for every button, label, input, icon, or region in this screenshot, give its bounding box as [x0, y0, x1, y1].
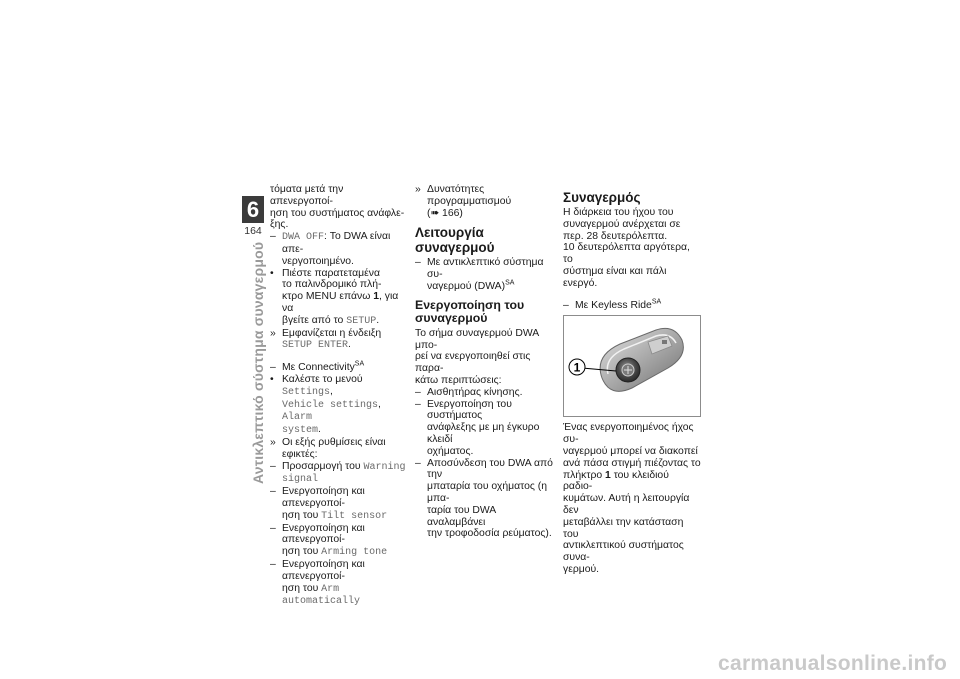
code-vehicle-settings: Vehicle settings	[282, 399, 379, 411]
text: Πιέστε παρατεταμένα	[282, 267, 380, 279]
sa-superscript: SA	[651, 298, 662, 306]
page-number: 164	[244, 225, 262, 237]
text: νεργοποιημένο.	[282, 255, 354, 267]
column-1	[270, 184, 408, 608]
list-item-with-dwa	[415, 257, 555, 292]
list-item-warning-signal	[270, 461, 408, 487]
text: Δυνατότητες προγραμματισμού	[427, 184, 512, 207]
list-item-arm-automatically	[270, 559, 408, 608]
text: ναγερμού (DWA)	[427, 280, 506, 292]
page-reference-link[interactable]: (➠ 166)	[427, 207, 463, 219]
dash-marker: –	[415, 257, 421, 269]
list-item-press-hold	[270, 268, 408, 328]
list-item-tilt-sensor	[270, 486, 408, 522]
result-item-display	[270, 328, 408, 353]
code-alarm: Alarm	[282, 412, 313, 424]
text: οχήματος.	[427, 445, 474, 457]
section-title-alarm: Συναγερμός	[563, 190, 641, 205]
text: Αποσύνδεση του DWA από την	[427, 457, 553, 481]
chapter-number-badge: 6	[242, 196, 264, 223]
dash-marker: –	[270, 486, 276, 498]
code-arming-tone: Arming tone	[321, 547, 388, 559]
dash-marker: –	[415, 386, 421, 398]
dash-marker: –	[415, 398, 421, 410]
text: βγείτε από το	[282, 314, 347, 326]
text: συναγερμού	[415, 311, 488, 326]
dash-marker: –	[415, 457, 421, 469]
text: ανάφλεξης με μη έγκυρο κλειδί	[427, 422, 540, 445]
remote-key-figure	[563, 315, 701, 417]
text-line: ρεί να ενεργοποιηθεί στις παρα-	[415, 351, 531, 375]
text: κτρο MENU επάνω	[282, 291, 374, 303]
text-line: κυμάτων. Αυτή η λειτουργία δεν	[563, 493, 690, 516]
text-line: Το σήμα συναγερμού DWA μπο-	[415, 327, 539, 351]
text: Ενεργοποίηση και απενεργοποί-	[282, 486, 365, 509]
bullet-marker: •	[270, 373, 274, 385]
text: Οι εξής ρυθμίσεις είναι εφικτές:	[282, 436, 386, 460]
text: Καλέστε το μενού	[282, 373, 363, 385]
subsection-title-activation	[415, 299, 555, 326]
text: ,	[378, 398, 381, 410]
text: Ενεργοποίηση και απενεργοποί-	[282, 522, 365, 546]
text-line: τόματα μετά την απενεργοποί-	[270, 184, 344, 207]
column-3	[563, 184, 701, 576]
column-2	[415, 184, 555, 540]
text: ηση του	[282, 582, 322, 594]
list-item-connectivity	[270, 362, 408, 374]
code-dwa-off: DWA OFF	[282, 232, 325, 244]
list-item-keyless-ride	[563, 300, 701, 312]
text-line: σύστημα είναι και πάλι ενεργό.	[563, 265, 667, 289]
list-item-invalid-key	[415, 399, 555, 458]
dash-marker: –	[563, 299, 569, 311]
text: .	[318, 424, 321, 436]
sa-superscript: SA	[354, 360, 365, 368]
remote-key-illustration	[564, 316, 700, 416]
text: Ενεργοποίηση και απενεργοποί-	[282, 558, 365, 582]
text-line: μεταβάλλει την κατάσταση του	[563, 516, 684, 540]
watermark: carmanualsonline.info	[718, 652, 948, 675]
chapter-title-vertical: Αντικλεπτικό σύστημα συναγερμού	[250, 241, 266, 484]
text: Ενεργοποίηση του	[415, 297, 525, 312]
sa-superscript: SA	[505, 279, 515, 287]
text-line: αντικλεπτικού συστήματος συνα-	[563, 540, 684, 564]
result-item-options	[415, 184, 555, 219]
code-signal: signal	[282, 474, 319, 486]
code-system: system	[282, 425, 319, 437]
text: ηση του	[282, 509, 322, 521]
dash-marker: –	[270, 362, 276, 374]
text: Με Keyless Ride	[575, 299, 652, 311]
text: την τροφοδοσία ρεύματος).	[427, 528, 552, 540]
code-setup: SETUP	[346, 315, 377, 327]
dash-marker: –	[270, 522, 276, 534]
text-line: περ. 28 δευτερόλεπτα.	[563, 230, 668, 242]
list-item-arming-tone	[270, 523, 408, 559]
text: πλήκτρο	[563, 469, 606, 481]
ref-number: 1	[605, 469, 611, 481]
list-item-call-menu	[270, 374, 408, 437]
text: .	[348, 339, 351, 351]
text: Προσαρμογή του	[282, 460, 364, 472]
text: : Το DWA είναι απε-	[282, 231, 391, 255]
text: το παλινδρομικό πλή-	[282, 279, 382, 291]
code-tilt-sensor: Tilt sensor	[321, 510, 388, 522]
list-item-dwa-off	[270, 231, 408, 267]
code-setup-enter: SETUP ENTER	[282, 340, 349, 352]
text: μπαταρία του οχήματος (η μπα-	[427, 481, 547, 504]
code-arm-automatically: Arm automatically	[282, 583, 361, 608]
text-line: 10 δευτερόλεπτα αργότερα, το	[563, 242, 690, 266]
result-marker: »	[415, 184, 421, 195]
list-item-motion-sensor	[415, 387, 555, 399]
result-marker: »	[270, 327, 276, 339]
text: .	[376, 314, 380, 326]
text-line: ξης.	[270, 219, 289, 231]
text-line: ναγερμού μπορεί να διακοπεί	[563, 445, 698, 457]
dash-marker: –	[270, 460, 276, 472]
text-line: συναγερμού ανέρχεται σε	[563, 218, 681, 230]
result-item-settings	[270, 437, 408, 461]
dash-marker: –	[270, 231, 276, 243]
code-warning: Warning	[363, 461, 406, 473]
text: ταρία του DWA αναλαμβάνει	[427, 504, 496, 528]
dash-marker: –	[270, 558, 276, 570]
text: Αισθητήρας κίνησης.	[427, 386, 523, 398]
text: Με Connectivity	[282, 362, 355, 374]
text-line: γερμού.	[563, 563, 600, 575]
text: ηση του	[282, 546, 322, 558]
text: , για να	[282, 291, 399, 314]
key-fob-body	[600, 329, 683, 392]
callout-number: 1	[573, 360, 581, 375]
ref-number: 1	[373, 291, 379, 303]
text: Ενεργοποίηση του συστήματος	[427, 398, 512, 422]
list-item-battery-disconnect	[415, 458, 555, 541]
text-line: Ένας ενεργοποιημένος ήχος συ-	[563, 422, 694, 446]
key-button-1	[616, 358, 640, 382]
bullet-marker: •	[270, 267, 274, 279]
text-line: ανά πάσα στιγμή πιέζοντας το	[563, 457, 701, 469]
text: του κλειδιού ραδιο-	[563, 469, 669, 493]
text: ,	[330, 385, 333, 397]
text-line	[563, 470, 701, 494]
text: Εμφανίζεται η ένδειξη	[282, 327, 382, 339]
text-line: κάτω περιπτώσεις:	[415, 374, 502, 386]
result-marker: »	[270, 436, 276, 448]
text-line: Η διάρκεια του ήχου του	[563, 207, 674, 218]
text-line: ηση του συστήματος ανάφλε-	[270, 207, 405, 219]
text: Με αντικλεπτικό σύστημα συ-	[427, 257, 544, 281]
code-settings: Settings	[282, 386, 331, 398]
section-title-alarm-function: Λειτουργία συναγερμού	[415, 225, 495, 256]
